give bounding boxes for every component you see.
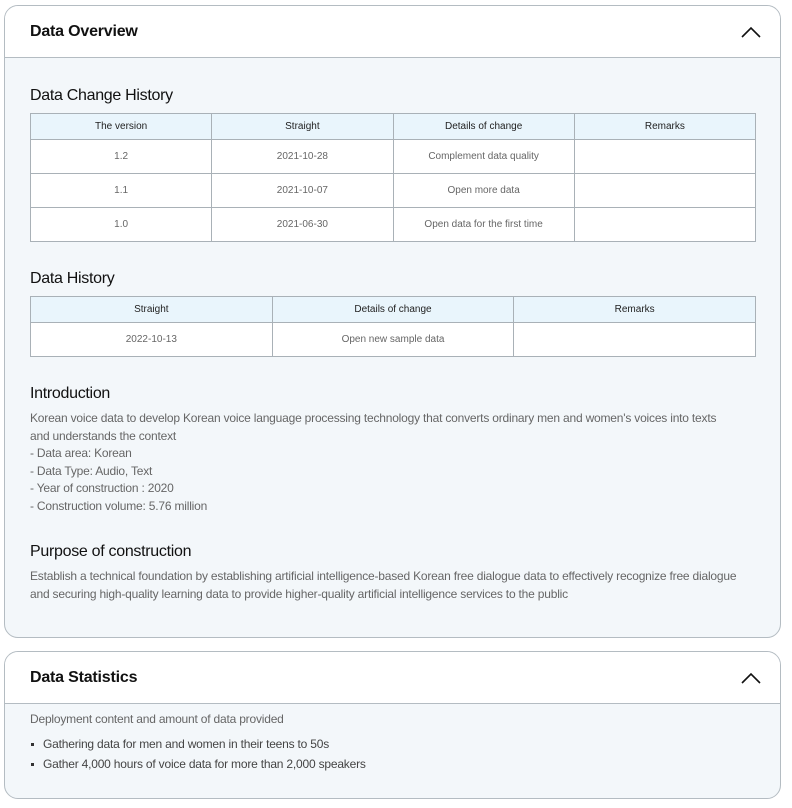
data-overview-panel	[4, 5, 781, 638]
data-statistics-header[interactable]	[5, 652, 780, 704]
list-item-text: Gather 4,000 hours of voice data for more than 2,000 speakers	[43, 756, 366, 771]
introduction-text	[30, 410, 730, 515]
introduction-data-type: - Data Type: Audio, Text	[30, 463, 153, 478]
column-header-straight: Straight	[31, 297, 273, 323]
table-header-row	[31, 114, 756, 140]
bullet-icon	[31, 763, 34, 766]
column-header-details: Details of change	[393, 114, 574, 140]
cell-date: 2022-10-13	[31, 323, 273, 357]
column-header-remarks: Remarks	[574, 114, 755, 140]
statistics-subtitle: Deployment content and amount of data provided	[30, 712, 284, 726]
data-statistics-title: Data Statistics	[30, 668, 138, 686]
purpose-title: Purpose of construction	[30, 543, 192, 560]
list-item-text: Gathering data for men and women in their teens to 50s	[43, 736, 330, 751]
cell-version: 1.0	[31, 208, 212, 242]
cell-details: Open data for the first time	[393, 208, 574, 242]
data-overview-title: Data Overview	[30, 22, 138, 40]
introduction-volume: - Construction volume: 5.76 million	[30, 498, 208, 513]
column-header-straight: Straight	[212, 114, 393, 140]
data-history-table	[30, 296, 756, 357]
cell-date: 2021-10-28	[212, 140, 393, 174]
column-header-details: Details of change	[272, 297, 514, 323]
data-statistics-panel	[4, 651, 781, 799]
cell-version: 1.1	[31, 174, 212, 208]
introduction-title: Introduction	[30, 385, 111, 402]
cell-remarks	[514, 323, 756, 357]
data-overview-header[interactable]	[5, 6, 780, 58]
data-overview-body	[5, 87, 780, 603]
chevron-up-icon[interactable]	[740, 671, 762, 685]
table-row	[31, 140, 756, 174]
purpose-text: Establish a technical foundation by establishing artificial intelligence-based Korean free dialogue data to effectively recognize free dialogue and securing high-quality learning data to provide higher-quality artificial intelligence services to the public	[30, 569, 737, 601]
data-change-history-table	[30, 113, 756, 242]
data-statistics-body	[5, 711, 780, 774]
table-row	[31, 208, 756, 242]
list-item	[30, 734, 755, 754]
cell-remarks	[574, 140, 755, 174]
cell-version: 1.2	[31, 140, 212, 174]
data-change-history-title: Data Change History	[30, 87, 173, 104]
table-header-row	[31, 297, 756, 323]
cell-date: 2021-10-07	[212, 174, 393, 208]
cell-details: Complement data quality	[393, 140, 574, 174]
introduction-description: Korean voice data to develop Korean voice language processing technology that converts ordinary men and women's voices into texts and understands the context	[30, 411, 717, 443]
data-history-title: Data History	[30, 270, 115, 287]
cell-date: 2021-06-30	[212, 208, 393, 242]
cell-remarks	[574, 174, 755, 208]
bullet-icon	[31, 743, 34, 746]
column-header-version: The version	[31, 114, 212, 140]
cell-details: Open more data	[393, 174, 574, 208]
cell-remarks	[574, 208, 755, 242]
cell-details: Open new sample data	[272, 323, 514, 357]
table-row	[31, 323, 756, 357]
introduction-year: - Year of construction : 2020	[30, 481, 174, 495]
introduction-data-area: - Data area: Korean	[30, 446, 132, 460]
statistics-list	[30, 734, 755, 774]
column-header-remarks: Remarks	[514, 297, 756, 323]
chevron-up-icon[interactable]	[740, 25, 762, 39]
list-item	[30, 754, 755, 774]
table-row	[31, 174, 756, 208]
